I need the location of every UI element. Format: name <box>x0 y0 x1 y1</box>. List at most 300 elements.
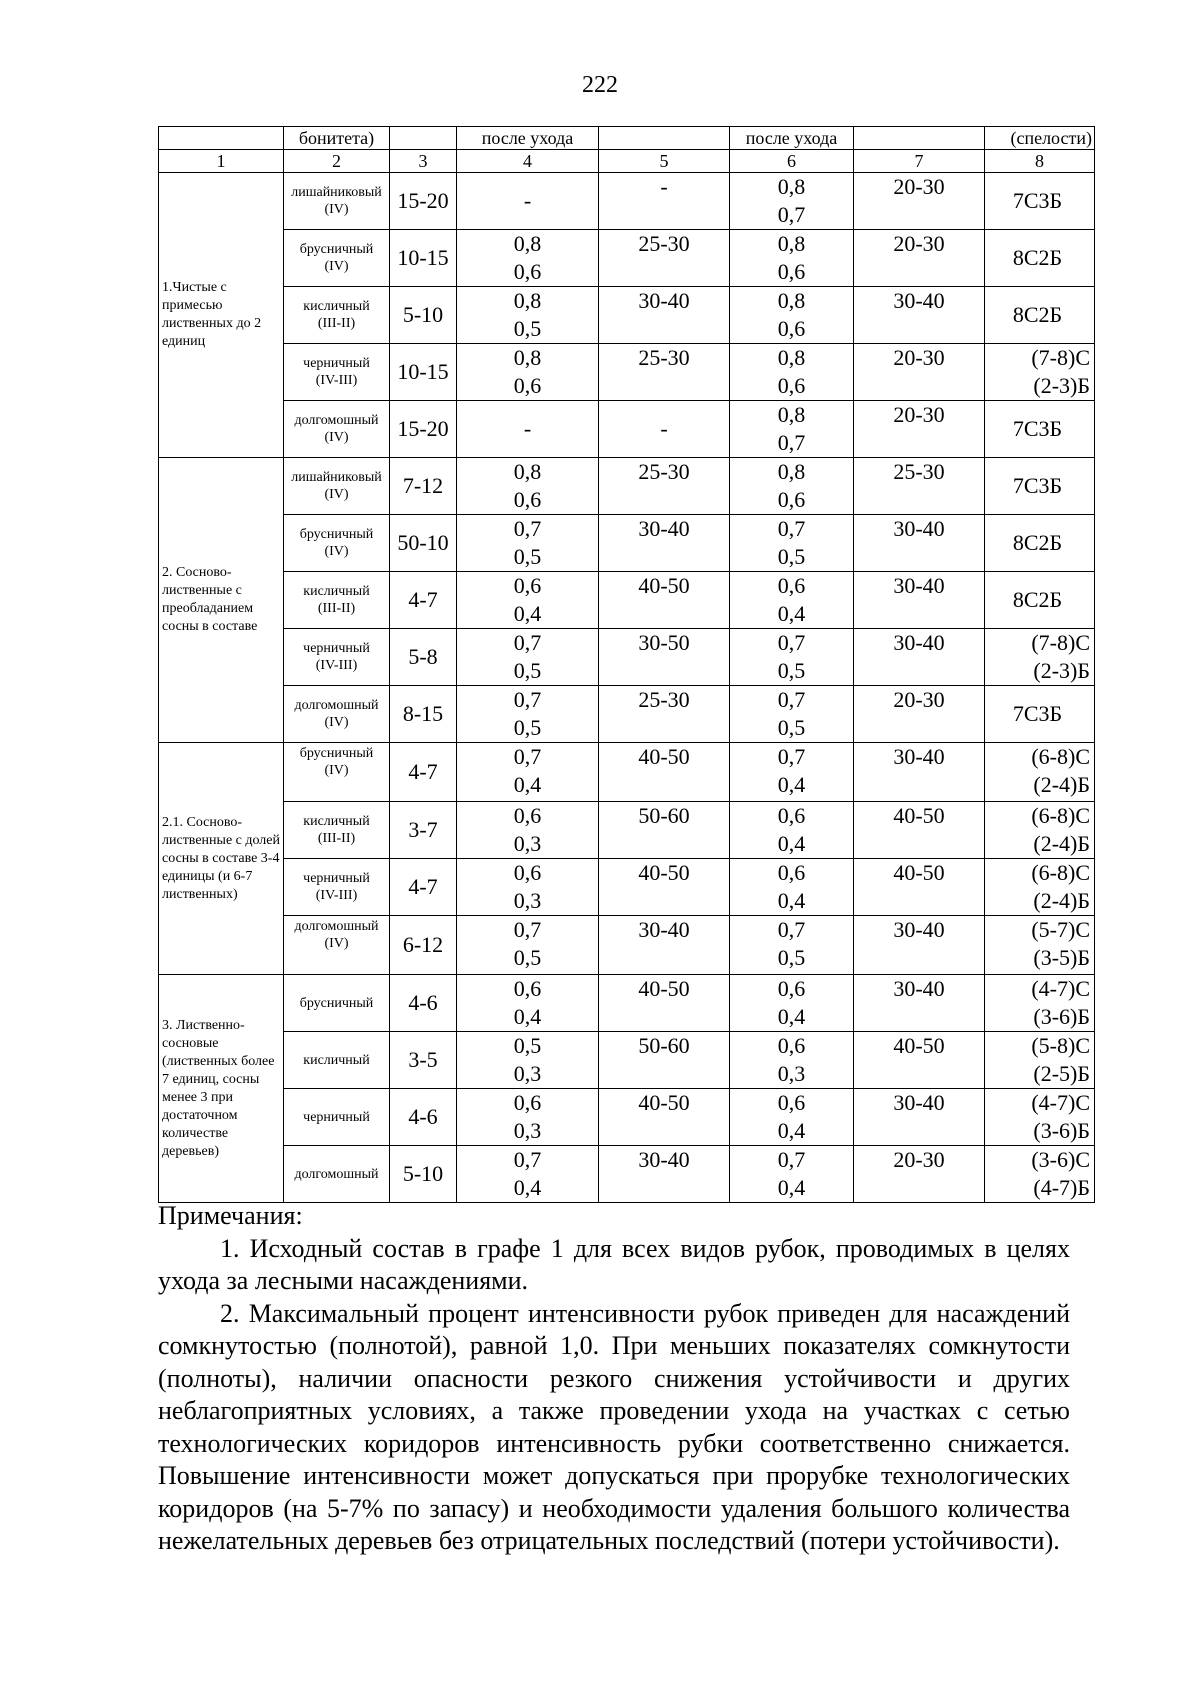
interval-cell <box>854 1089 985 1146</box>
forest-type-cell <box>284 802 390 859</box>
density-value: 0,7 <box>777 687 806 712</box>
interval-cell <box>854 802 985 859</box>
density-after-cell <box>730 629 854 686</box>
forest-type-name: брусничный <box>299 527 374 542</box>
density-value: 0,4 <box>513 772 542 797</box>
density-value: 0,8 <box>777 288 806 313</box>
continued-header-row <box>159 127 1095 150</box>
density-value: - <box>523 416 532 441</box>
density-value: 0,7 <box>777 202 806 227</box>
density-after-cell <box>457 802 599 859</box>
density-value: 0,4 <box>777 831 806 856</box>
table-row <box>159 1089 1095 1146</box>
density-after-cell <box>730 515 854 572</box>
composition-value: (2-4)Б <box>1033 888 1090 913</box>
bonitet-class: (IV) <box>324 430 349 445</box>
bonitet-class: (IV) <box>324 715 349 730</box>
interval-value: 40-50 <box>638 744 690 769</box>
composition-value: (2-3)Б <box>1033 658 1090 683</box>
forest-type-name: долгомошный <box>294 698 379 713</box>
continued-header-cell: после ухода <box>457 127 599 150</box>
density-after-cell <box>457 1089 599 1146</box>
column-number: 5 <box>599 150 730 173</box>
continued-header-cell: после ухода <box>730 127 854 150</box>
interval-value: 30-40 <box>893 744 945 769</box>
density-value: 0,8 <box>513 345 542 370</box>
density-value: 0,7 <box>777 430 806 455</box>
density-after-cell <box>730 572 854 629</box>
table-row <box>159 743 1095 802</box>
density-value: 0,6 <box>777 573 806 598</box>
composition-value: (4-7)Б <box>1033 1175 1090 1200</box>
forest-type-cell <box>284 686 390 743</box>
interval-cell <box>599 287 730 344</box>
forest-type-cell <box>284 230 390 287</box>
density-value: 0,5 <box>513 316 542 341</box>
composition-value: 8С2Б <box>1012 530 1063 555</box>
note-item: 2. Максимальный процент интенсивности рубок приведен для насаждений сомкнутостью (полнотой), равной 1,0. При меньших показателях сомкнутости (полноты), наличии опасности резкого снижения устойчивости и других неблагоприятных условиях, а также проведении ухода на участках с сетью технологических коридоров интенсивность рубки соответственно снижается. Повышение интенсивности может допускаться при прорубке технологических коридоров (на 5-7% по запасу) и необходимости удаления большого количества нежелательных деревьев без отрицательных последствий (потери устойчивости). <box>158 1298 1070 1555</box>
table-row <box>159 515 1095 572</box>
density-after-cell <box>730 230 854 287</box>
bonitet-class: (IV-III) <box>315 658 358 673</box>
interval-cell <box>854 515 985 572</box>
interval-value: 30-40 <box>638 1147 690 1172</box>
interval-value: 20-30 <box>893 402 945 427</box>
density-after-cell <box>730 458 854 515</box>
intensity-cell: 15-20 <box>390 401 457 458</box>
table-row <box>159 686 1095 743</box>
notes-section <box>158 1200 1070 1558</box>
density-after-cell <box>457 629 599 686</box>
interval-value: 40-50 <box>638 573 690 598</box>
forest-type-cell <box>284 629 390 686</box>
density-after-cell <box>730 743 854 802</box>
density-value: 0,6 <box>777 259 806 284</box>
density-after-cell <box>457 743 599 802</box>
column-number-row <box>159 150 1095 173</box>
table-row <box>159 344 1095 401</box>
density-value: 0,4 <box>777 888 806 913</box>
forest-type-cell <box>284 173 390 230</box>
density-after-cell <box>457 287 599 344</box>
table-row <box>159 802 1095 859</box>
interval-value: 50-60 <box>638 1033 690 1058</box>
density-after-cell <box>730 802 854 859</box>
group-label: 1.Чистые с примесью лиственных до 2 единиц <box>159 173 284 458</box>
density-value: 0,6 <box>513 976 542 1001</box>
interval-value: 30-40 <box>893 573 945 598</box>
target-composition-cell <box>985 1032 1095 1089</box>
interval-cell <box>599 230 730 287</box>
interval-cell <box>854 975 985 1032</box>
density-value: 0,3 <box>513 888 542 913</box>
interval-cell <box>854 916 985 975</box>
target-composition-cell <box>985 975 1095 1032</box>
target-composition-cell <box>985 1089 1095 1146</box>
interval-value: 40-50 <box>893 803 945 828</box>
forest-type-cell <box>284 916 390 975</box>
group-label: 2.1. Сосново-лиственные с долей сосны в составе 3-4 единицы (и 6-7 лиственных) <box>159 743 284 975</box>
target-composition-cell <box>985 458 1095 515</box>
density-after-cell <box>730 173 854 230</box>
density-after-cell <box>730 916 854 975</box>
interval-value: 30-50 <box>638 630 690 655</box>
forest-type-name: черничный <box>303 356 370 371</box>
density-value: 0,7 <box>513 744 542 769</box>
table-row <box>159 401 1095 458</box>
density-value: 0,6 <box>777 373 806 398</box>
composition-value: (4-7)С <box>1031 976 1090 1001</box>
composition-value: 7С3Б <box>1012 473 1063 498</box>
interval-value: 20-30 <box>893 1147 945 1172</box>
intensity-cell: 6-12 <box>390 916 457 975</box>
interval-cell <box>599 859 730 916</box>
interval-value: 20-30 <box>893 231 945 256</box>
forest-type-name: долгомошный <box>294 1166 379 1182</box>
forest-type-name: черничный <box>303 1109 370 1125</box>
composition-value: 7С3Б <box>1012 416 1063 441</box>
density-value: 0,8 <box>777 231 806 256</box>
density-value: 0,6 <box>513 259 542 284</box>
forest-type-cell <box>284 859 390 916</box>
density-value: 0,7 <box>777 917 806 942</box>
intensity-cell: 50-10 <box>390 515 457 572</box>
density-value: 0,6 <box>513 373 542 398</box>
interval-cell <box>599 515 730 572</box>
interval-cell <box>599 173 730 230</box>
composition-value: (3-5)Б <box>1033 945 1090 970</box>
density-value: 0,6 <box>777 1033 806 1058</box>
interval-cell <box>854 458 985 515</box>
density-value: 0,4 <box>777 1175 806 1200</box>
interval-cell <box>854 743 985 802</box>
density-value: 0,6 <box>513 487 542 512</box>
group-label: 2. Сосново-лиственные с преобладанием сосны в составе <box>159 458 284 743</box>
bonitet-class: (IV) <box>324 259 349 274</box>
density-after-cell <box>730 287 854 344</box>
composition-value: (6-8)С <box>1031 744 1090 769</box>
density-value: 0,6 <box>777 976 806 1001</box>
table-row <box>159 629 1095 686</box>
bonitet-class: (IV) <box>324 487 349 502</box>
bonitet-class: (III-II) <box>317 601 356 616</box>
target-composition-cell <box>985 743 1095 802</box>
target-composition-cell <box>985 401 1095 458</box>
density-after-cell <box>457 916 599 975</box>
density-after-cell <box>730 1089 854 1146</box>
density-value: 0,4 <box>777 601 806 626</box>
column-number: 3 <box>390 150 457 173</box>
table-row <box>159 230 1095 287</box>
density-value: 0,7 <box>513 630 542 655</box>
density-value: 0,5 <box>777 544 806 569</box>
target-composition-cell <box>985 1146 1095 1203</box>
forest-type-name: черничный <box>303 641 370 656</box>
density-value: 0,8 <box>777 174 806 199</box>
interval-cell <box>599 629 730 686</box>
density-value: 0,5 <box>777 945 806 970</box>
density-value: 0,7 <box>513 1147 542 1172</box>
density-value: 0,5 <box>513 1033 542 1058</box>
intensity-cell: 5-10 <box>390 287 457 344</box>
density-value: 0,8 <box>777 402 806 427</box>
interval-value: - <box>660 416 668 441</box>
column-number: 4 <box>457 150 599 173</box>
composition-value: 8С2Б <box>1012 245 1063 270</box>
interval-value: 30-40 <box>893 288 945 313</box>
intensity-cell: 4-7 <box>390 743 457 802</box>
continued-header-cell <box>159 127 284 150</box>
continued-header-cell: бонитета) <box>284 127 390 150</box>
density-after-cell <box>457 344 599 401</box>
composition-value: (6-8)С <box>1031 803 1090 828</box>
composition-value: (5-8)С <box>1031 1033 1090 1058</box>
density-after-cell <box>457 458 599 515</box>
intensity-cell: 4-6 <box>390 975 457 1032</box>
density-value: 0,8 <box>513 231 542 256</box>
intensity-cell: 4-7 <box>390 859 457 916</box>
forest-type-cell <box>284 401 390 458</box>
density-after-cell <box>457 859 599 916</box>
density-value: 0,3 <box>777 1061 806 1086</box>
density-value: 0,4 <box>513 1175 542 1200</box>
interval-cell <box>854 287 985 344</box>
density-value: 0,5 <box>513 658 542 683</box>
density-after-cell <box>457 975 599 1032</box>
density-value: 0,7 <box>513 687 542 712</box>
density-value: 0,8 <box>513 288 542 313</box>
density-value: 0,7 <box>777 1147 806 1172</box>
forest-type-cell <box>284 572 390 629</box>
intensity-cell: 7-12 <box>390 458 457 515</box>
density-value: 0,3 <box>513 831 542 856</box>
forest-type-name: кисличный <box>303 584 370 599</box>
interval-value: 40-50 <box>893 860 945 885</box>
composition-value: (2-4)Б <box>1033 772 1090 797</box>
forest-type-cell <box>284 458 390 515</box>
density-value: 0,5 <box>513 544 542 569</box>
continued-header-cell <box>390 127 457 150</box>
bonitet-class: (IV) <box>324 936 349 951</box>
intensity-cell: 15-20 <box>390 173 457 230</box>
composition-value: (4-7)С <box>1031 1090 1090 1115</box>
interval-value: 20-30 <box>893 174 945 199</box>
interval-value: 30-40 <box>638 516 690 541</box>
target-composition-cell <box>985 572 1095 629</box>
column-number: 1 <box>159 150 284 173</box>
target-composition-cell <box>985 173 1095 230</box>
bonitet-class: (IV) <box>324 763 349 778</box>
target-composition-cell <box>985 629 1095 686</box>
interval-cell <box>599 802 730 859</box>
density-after-cell <box>457 1032 599 1089</box>
density-value: 0,6 <box>513 573 542 598</box>
interval-cell <box>854 401 985 458</box>
interval-cell <box>854 344 985 401</box>
interval-cell <box>854 230 985 287</box>
intensity-cell: 8-15 <box>390 686 457 743</box>
density-value: 0,8 <box>777 459 806 484</box>
forest-type-cell <box>284 515 390 572</box>
target-composition-cell <box>985 802 1095 859</box>
interval-cell <box>599 401 730 458</box>
composition-value: 7С3Б <box>1012 188 1063 213</box>
density-value: 0,7 <box>777 516 806 541</box>
interval-cell <box>599 1089 730 1146</box>
interval-value: 30-40 <box>893 630 945 655</box>
column-number: 7 <box>854 150 985 173</box>
interval-value: 25-30 <box>638 459 690 484</box>
interval-cell <box>599 916 730 975</box>
density-value: 0,6 <box>777 487 806 512</box>
density-after-cell <box>457 230 599 287</box>
thinning-intensity-table <box>158 126 1095 1203</box>
interval-value: 40-50 <box>638 976 690 1001</box>
interval-cell <box>854 629 985 686</box>
group-label: 3. Лиственно-сосновые (лиственных более 7 единиц, сосны менее 3 при достаточном количестве деревьев) <box>159 975 284 1203</box>
interval-value: 40-50 <box>893 1033 945 1058</box>
density-after-cell <box>457 401 599 458</box>
interval-value: 25-30 <box>638 231 690 256</box>
interval-cell <box>599 975 730 1032</box>
forest-type-name: кисличный <box>303 299 370 314</box>
interval-value: 30-40 <box>893 976 945 1001</box>
composition-value: 8С2Б <box>1012 587 1063 612</box>
interval-value: 30-40 <box>893 516 945 541</box>
composition-value: (2-5)Б <box>1033 1061 1090 1086</box>
target-composition-cell <box>985 344 1095 401</box>
column-number: 6 <box>730 150 854 173</box>
density-value: 0,6 <box>777 803 806 828</box>
intensity-cell: 10-15 <box>390 344 457 401</box>
intensity-cell: 4-6 <box>390 1089 457 1146</box>
continued-header-cell <box>854 127 985 150</box>
density-value: 0,4 <box>777 1004 806 1029</box>
density-value: 0,4 <box>777 1118 806 1143</box>
interval-value: 20-30 <box>893 345 945 370</box>
continued-header-cell <box>599 127 730 150</box>
bonitet-class: (III-II) <box>317 316 356 331</box>
interval-cell <box>854 572 985 629</box>
forest-type-name: брусничный <box>299 746 374 761</box>
bonitet-class: (IV-III) <box>315 888 358 903</box>
interval-cell <box>599 572 730 629</box>
density-value: 0,7 <box>513 516 542 541</box>
bonitet-class: (IV) <box>324 544 349 559</box>
interval-cell <box>599 344 730 401</box>
target-composition-cell <box>985 859 1095 916</box>
composition-value: (3-6)Б <box>1033 1118 1090 1143</box>
composition-value: (6-8)С <box>1031 860 1090 885</box>
forest-type-cell <box>284 1032 390 1089</box>
density-value: 0,4 <box>513 1004 542 1029</box>
composition-value: (3-6)Б <box>1033 1004 1090 1029</box>
table-row <box>159 916 1095 975</box>
interval-value: 40-50 <box>638 860 690 885</box>
interval-value: 25-30 <box>638 345 690 370</box>
continued-header-cell: (спелости) <box>985 127 1095 150</box>
density-after-cell <box>457 686 599 743</box>
composition-value: (5-7)С <box>1031 917 1090 942</box>
density-value: 0,3 <box>513 1118 542 1143</box>
composition-value: (2-4)Б <box>1033 831 1090 856</box>
target-composition-cell <box>985 686 1095 743</box>
interval-cell <box>599 458 730 515</box>
forest-type-name: брусничный <box>299 242 374 257</box>
forest-type-name: лишайниковый <box>291 470 382 485</box>
density-after-cell <box>730 1146 854 1203</box>
density-value: 0,8 <box>513 459 542 484</box>
interval-value: 30-40 <box>893 1090 945 1115</box>
interval-cell <box>854 1032 985 1089</box>
intensity-cell: 3-7 <box>390 802 457 859</box>
density-value: - <box>523 188 532 213</box>
column-number: 2 <box>284 150 390 173</box>
column-number: 8 <box>985 150 1095 173</box>
table-row <box>159 287 1095 344</box>
density-value: 0,5 <box>777 715 806 740</box>
intensity-cell: 5-10 <box>390 1146 457 1203</box>
interval-value: 40-50 <box>638 1090 690 1115</box>
intensity-cell: 4-7 <box>390 572 457 629</box>
target-composition-cell <box>985 515 1095 572</box>
density-value: 0,7 <box>777 630 806 655</box>
interval-cell <box>854 859 985 916</box>
target-composition-cell <box>985 230 1095 287</box>
density-value: 0,7 <box>777 744 806 769</box>
composition-value: (7-8)С <box>1031 345 1090 370</box>
intensity-cell: 3-5 <box>390 1032 457 1089</box>
interval-value: 25-30 <box>893 459 945 484</box>
interval-cell <box>599 686 730 743</box>
composition-value: (3-6)С <box>1031 1147 1090 1172</box>
density-value: 0,5 <box>513 715 542 740</box>
density-after-cell <box>730 401 854 458</box>
interval-cell <box>599 1146 730 1203</box>
density-after-cell <box>730 344 854 401</box>
density-value: 0,7 <box>513 917 542 942</box>
density-value: 0,8 <box>777 345 806 370</box>
composition-value: (7-8)С <box>1031 630 1090 655</box>
forest-type-name: долгомошный <box>294 413 379 428</box>
target-composition-cell <box>985 287 1095 344</box>
interval-cell <box>854 686 985 743</box>
density-value: 0,4 <box>513 601 542 626</box>
density-value: 0,5 <box>777 658 806 683</box>
density-value: 0,6 <box>777 860 806 885</box>
density-after-cell <box>457 515 599 572</box>
density-value: 0,6 <box>777 1090 806 1115</box>
density-after-cell <box>730 975 854 1032</box>
table-row <box>159 859 1095 916</box>
forest-type-name: черничный <box>303 871 370 886</box>
density-value: 0,6 <box>777 316 806 341</box>
forest-type-name: долгомошный <box>294 919 379 934</box>
density-value: 0,4 <box>777 772 806 797</box>
forest-type-cell <box>284 975 390 1032</box>
density-after-cell <box>457 572 599 629</box>
interval-value: - <box>660 174 668 199</box>
density-after-cell <box>457 173 599 230</box>
forest-type-cell <box>284 287 390 344</box>
table-row <box>159 1146 1095 1203</box>
density-value: 0,3 <box>513 1061 542 1086</box>
forest-type-cell <box>284 1089 390 1146</box>
bonitet-class: (IV) <box>324 202 349 217</box>
page-number: 222 <box>582 72 618 98</box>
density-value: 0,6 <box>513 860 542 885</box>
interval-value: 30-40 <box>638 917 690 942</box>
